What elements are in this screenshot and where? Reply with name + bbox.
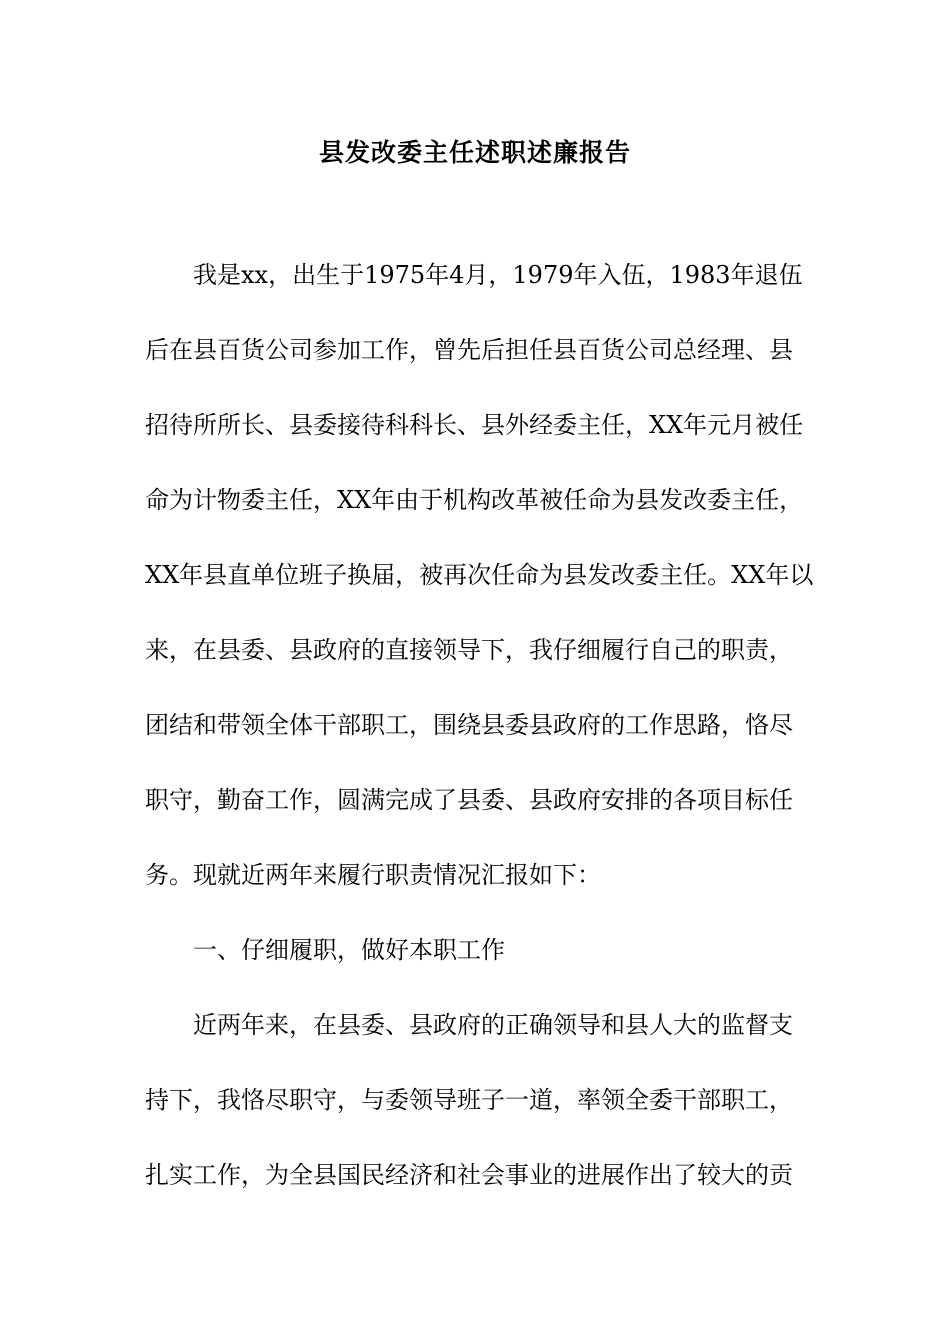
paragraph-line: 近两年来，在县委、县政府的正确领导和县人大的监督支 bbox=[193, 1011, 793, 1039]
paragraph-line: 持下，我恪尽职守，与委领导班子一道，率领全委干部职工， bbox=[145, 1086, 793, 1114]
paragraph-line: 命为计物委主任，XX年由于机构改革被任命为县发改委主任， bbox=[145, 486, 804, 514]
section-heading: 一、仔细履职，做好本职工作 bbox=[193, 936, 505, 964]
document-title: 县发改委主任述职述廉报告 bbox=[318, 138, 631, 167]
paragraph-line: 扎实工作，为全县国民经济和社会事业的进展作出了较大的贡 bbox=[145, 1161, 793, 1189]
paragraph-line: 我是xx，出生于1975年4月，1979年入伍，1983年退伍 bbox=[193, 261, 803, 289]
paragraph-line: 来，在县委、县政府的直接领导下，我仔细履行自己的职责， bbox=[145, 636, 793, 664]
paragraph-line: 招待所所长、县委接待科科长、县外经委主任，XX年元月被任 bbox=[145, 411, 804, 439]
paragraph-line: 后在县百货公司参加工作，曾先后担任县百货公司总经理、县 bbox=[145, 336, 793, 364]
paragraph-line: 团结和带领全体干部职工，围绕县委县政府的工作思路，恪尽 bbox=[145, 711, 793, 739]
paragraph-line: XX年县直单位班子换届，被再次任命为县发改委主任。XX年以 bbox=[145, 561, 814, 589]
paragraph-line: 职守，勤奋工作，圆满完成了县委、县政府安排的各项目标任 bbox=[145, 786, 793, 814]
paragraph-line: 务。现就近两年来履行职责情况汇报如下： bbox=[145, 861, 601, 889]
